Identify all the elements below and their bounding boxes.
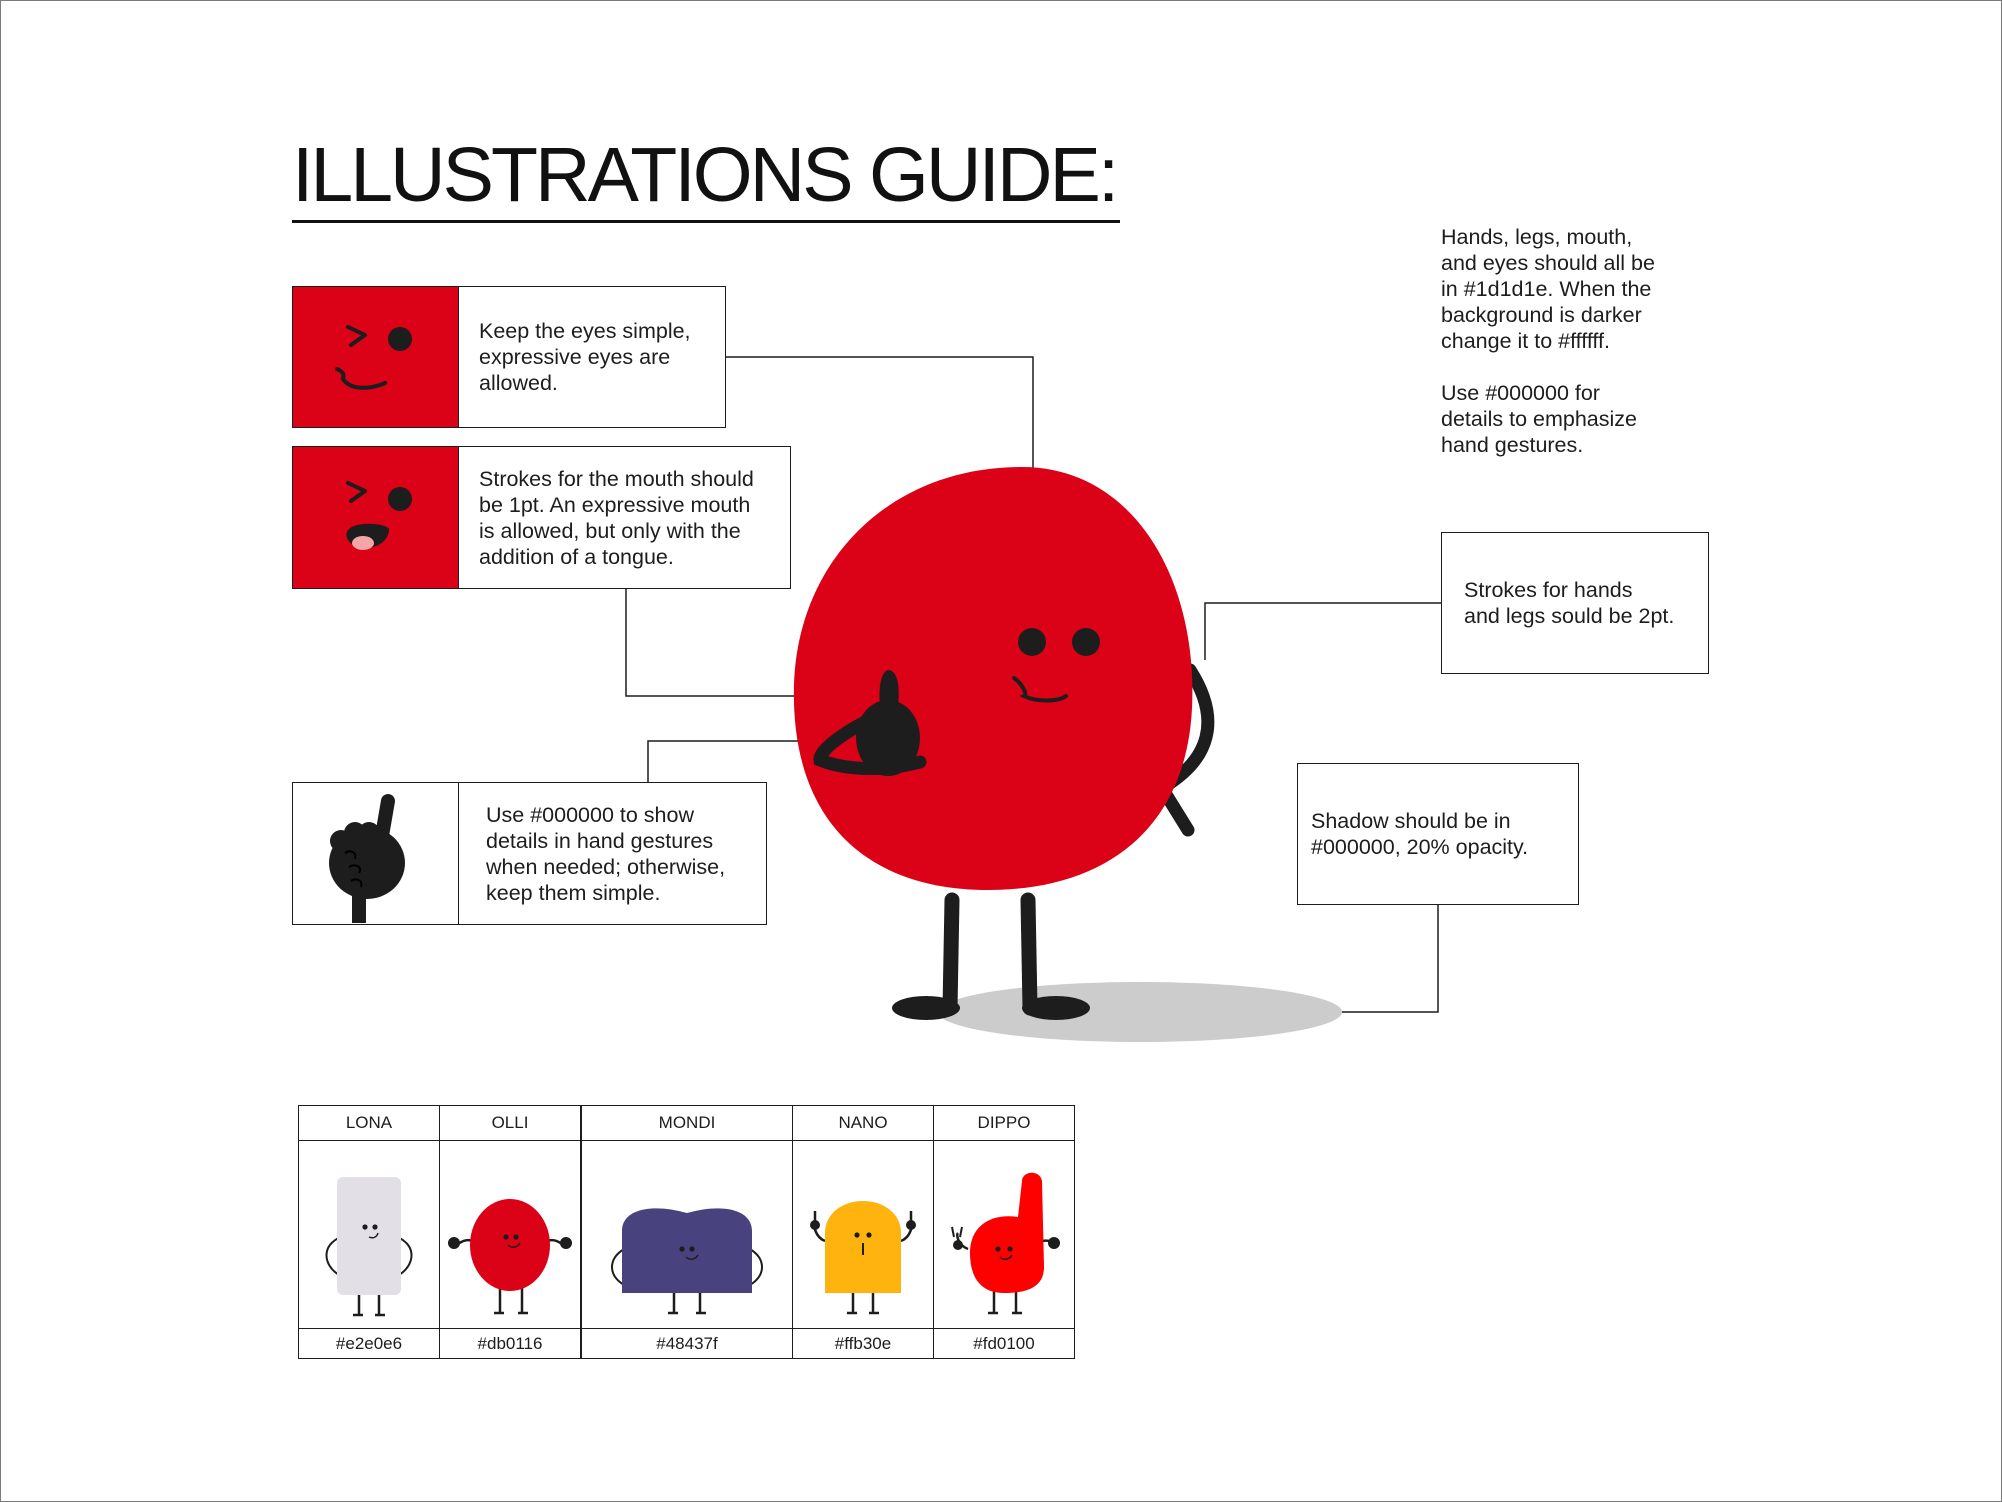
palette-name-row [299, 1106, 1075, 1141]
note-line: details to emphasize [1441, 407, 1637, 431]
note-line: and eyes should all be [1441, 251, 1655, 275]
note-line: change it to #ffffff. [1441, 329, 1610, 353]
hex-olli: #db0116 [440, 1329, 582, 1359]
lona-body [337, 1177, 401, 1295]
hand-guide-card [292, 782, 767, 925]
olli-character-icon [440, 1141, 580, 1328]
hand-guide-text: Use #000000 to show details in hand gestures when needed; otherwise, keep them simple. [486, 802, 726, 905]
character-name-olli: OLLI [440, 1106, 582, 1141]
right-foot [1022, 996, 1090, 1020]
hex-lona: #e2e0e6 [299, 1329, 440, 1359]
dippo-cell [934, 1141, 1075, 1329]
eyes-thumbnail [293, 287, 459, 427]
character-name-dippo: DIPPO [934, 1106, 1075, 1141]
mondi-body [622, 1208, 752, 1293]
eyes-guide-card [292, 286, 726, 428]
page-title: ILLUSTRATIONS GUIDE: [292, 130, 1120, 223]
nano-cell [793, 1141, 934, 1329]
note-line: in #1d1d1e. When the [1441, 277, 1652, 301]
right-eye [1072, 628, 1100, 656]
note-line: hand gestures. [1441, 433, 1584, 457]
character-palette-table [298, 1105, 1075, 1359]
hex-dippo: #fd0100 [934, 1329, 1075, 1359]
palette-hex-row [299, 1329, 1075, 1359]
mondi-character-icon [582, 1141, 792, 1328]
mondi-cell [581, 1141, 793, 1329]
lona-character-icon [299, 1141, 439, 1328]
lona-cell [299, 1141, 440, 1329]
winking-face-icon [293, 287, 458, 426]
note-line: Use #000000 for [1441, 381, 1600, 405]
note-line: Hands, legs, mouth, [1441, 225, 1633, 249]
pointing-hand-icon [293, 783, 458, 923]
shadow-callout: Shadow should be in #000000, 20% opacity. [1297, 763, 1579, 905]
right-leg [1028, 900, 1030, 1008]
left-leg [950, 900, 952, 1008]
character-name-nano: NANO [793, 1106, 934, 1141]
olli-cell [440, 1141, 582, 1329]
hex-nano: #ffb30e [793, 1329, 934, 1359]
body [794, 467, 1193, 890]
eyes-guide-text: Keep the eyes simple, expressive eyes are allowed. [479, 319, 691, 395]
olli-body [470, 1199, 550, 1291]
olli-character-illustration [760, 470, 1260, 1030]
character-name-mondi: MONDI [581, 1106, 793, 1141]
ground-shadow [938, 982, 1342, 1042]
nano-character-icon [793, 1141, 933, 1328]
hand-thumbnail [293, 783, 459, 924]
mouth-thumbnail [293, 447, 459, 588]
mouth-guide-card [292, 446, 791, 589]
character-name-lona: LONA [299, 1106, 440, 1141]
palette-illustration-row [299, 1141, 1075, 1329]
dippo-character-icon [934, 1141, 1074, 1328]
hex-mondi: #48437f [581, 1329, 793, 1359]
note-line: background is darker [1441, 303, 1642, 327]
left-foot [892, 996, 960, 1020]
left-eye [1018, 628, 1046, 656]
tongue-face-icon [293, 447, 458, 587]
dippo-body [970, 1173, 1044, 1293]
strokes-callout: Strokes for hands and legs sould be 2pt. [1441, 532, 1709, 674]
mouth-guide-text: Strokes for the mouth should be 1pt. An expressive mouth is allowed, but only with the addition of a tongue. [479, 466, 754, 569]
